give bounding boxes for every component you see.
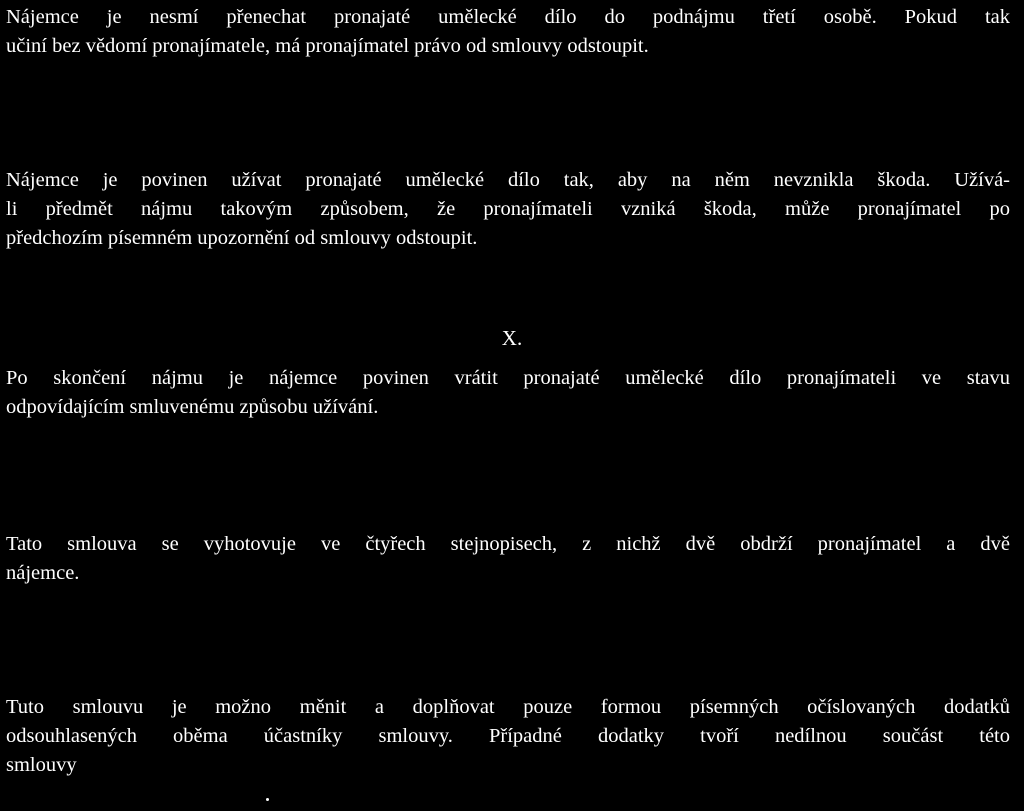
- paragraph-usage-duty: [6, 166, 1010, 253]
- text-line: li předmět nájmu takovým způsobem, že pronajímateli vzniká škoda, může pronajímatel po: [6, 198, 1010, 220]
- section-heading: X.: [501, 326, 523, 350]
- text-line: smlouvy: [6, 754, 77, 776]
- scan-speck: [266, 798, 269, 801]
- text-line: Po skončení nájmu je nájemce povinen vrátit pronajaté umělecké dílo pronajímateli ve stavu: [6, 367, 1010, 389]
- text-line: učiní bez vědomí pronajímatele, má pronajímatel právo od smlouvy odstoupit.: [6, 35, 649, 57]
- paragraph-amendments: [6, 693, 1010, 780]
- text-line: Nájemce je nesmí přenechat pronajaté umělecké dílo do podnájmu třetí osobě. Pokud tak: [6, 6, 1010, 28]
- paragraph-sublease: [6, 3, 1010, 61]
- text-line: odpovídajícím smluvenému způsobu užívání.: [6, 396, 379, 418]
- paragraph-return-duty: [6, 364, 1010, 422]
- text-line: odsouhlasených oběma účastníky smlouvy. Případné dodatky tvoří nedílnou součást této: [6, 725, 1010, 747]
- paragraph-copies: [6, 530, 1010, 588]
- text-line: Tato smlouva se vyhotovuje ve čtyřech stejnopisech, z nichž dvě obdrží pronajímatel a dvě: [6, 533, 1010, 555]
- text-line: Tuto smlouvu je možno měnit a doplňovat pouze formou písemných očíslovaných dodatků: [6, 696, 1010, 718]
- text-line: předchozím písemném upozornění od smlouvy odstoupit.: [6, 227, 478, 249]
- text-line: Nájemce je povinen užívat pronajaté umělecké dílo tak, aby na něm nevznikla škoda. Užívá-: [6, 169, 1010, 191]
- text-line: nájemce.: [6, 562, 80, 584]
